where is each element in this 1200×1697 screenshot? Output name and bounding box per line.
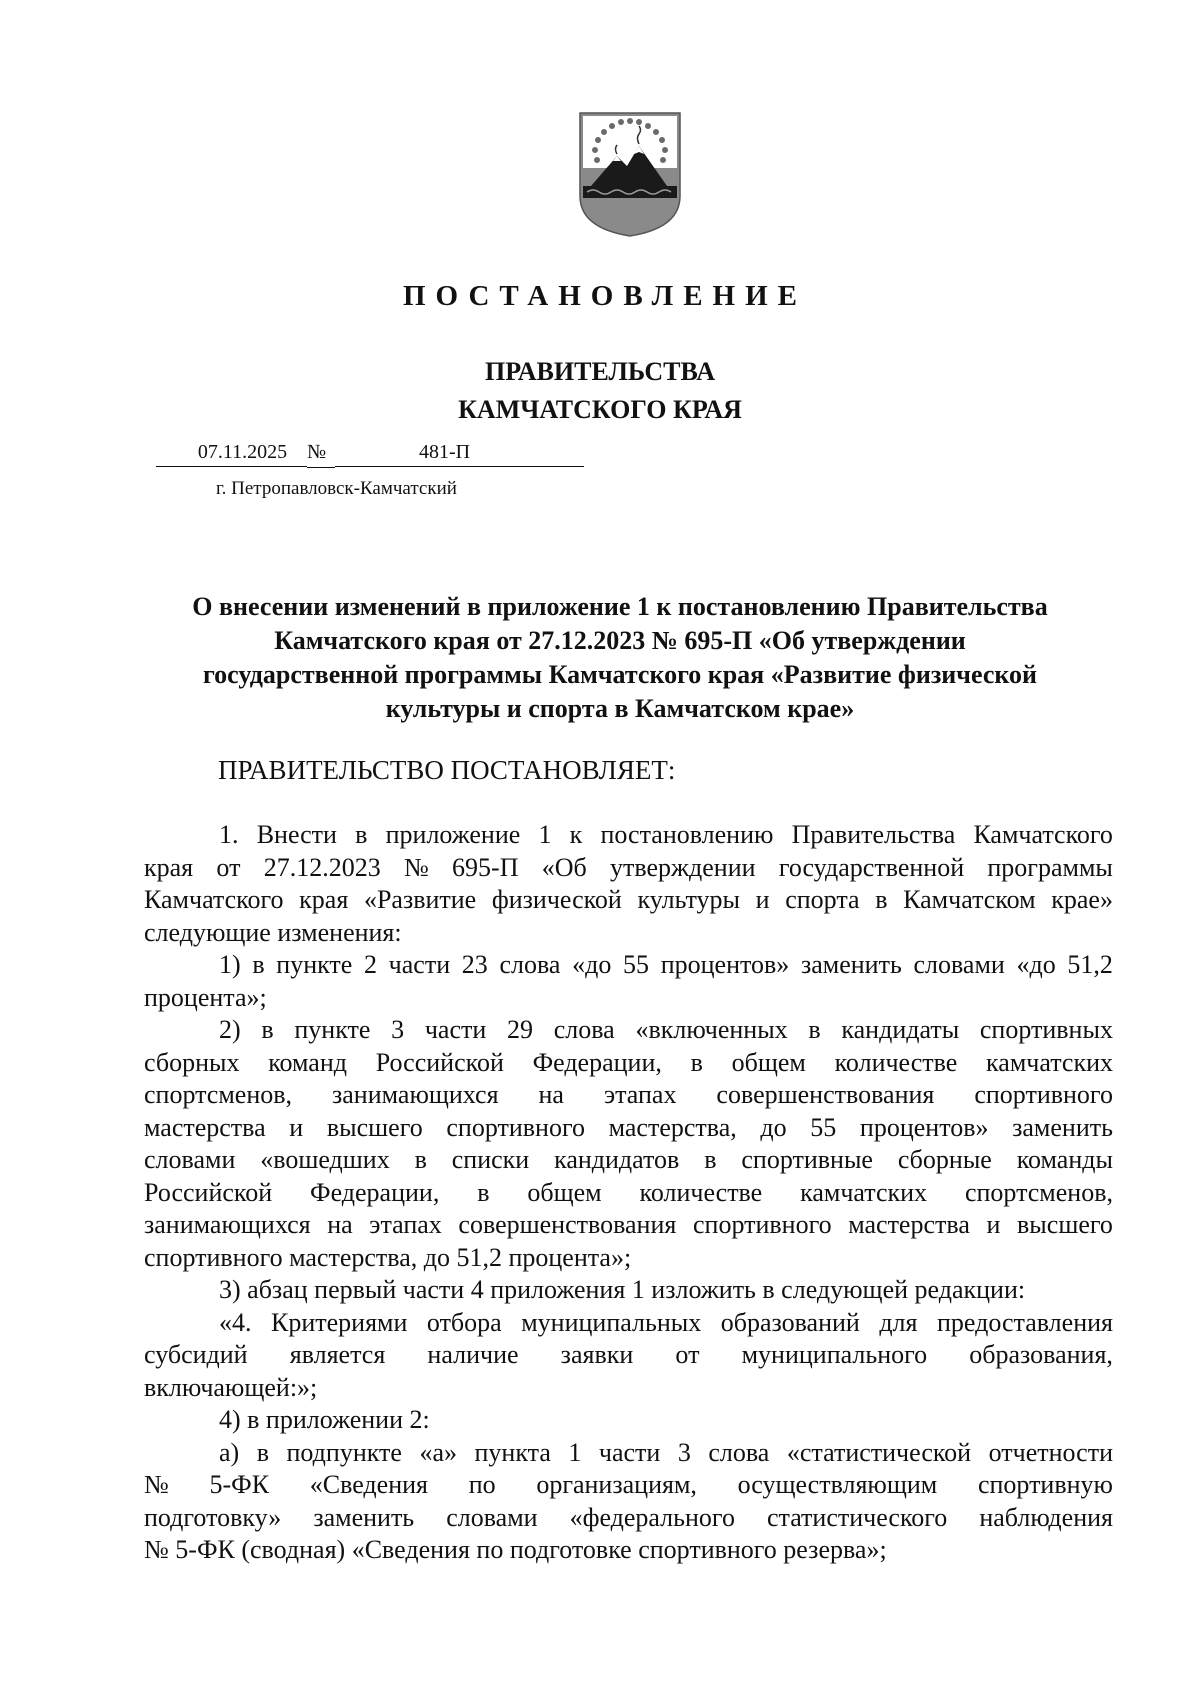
body-line: подготовку» заменить словами «федерального статистического наблюдения xyxy=(144,1502,1113,1532)
document-body xyxy=(144,819,1113,1567)
document-type-heading: ПОСТАНОВЛЕНИЕ xyxy=(402,280,807,312)
kamchatka-coat-of-arms-icon xyxy=(577,110,683,238)
document-title xyxy=(140,590,1100,726)
title-line: культуры и спорта в Камчатском крае» xyxy=(385,694,855,723)
issue-city: г. Петропавловск-Камчатский xyxy=(216,478,457,499)
body-line: № 5-ФК (сводная) «Сведения по подготовке спортивного резерва»; xyxy=(144,1535,887,1564)
decree-phrase: ПРАВИТЕЛЬСТВО ПОСТАНОВЛЯЕТ: xyxy=(218,755,676,785)
body-line: включающей:»; xyxy=(144,1372,318,1402)
document-date: 07.11.2025 xyxy=(156,441,307,467)
body-line: занимающихся на этапах совершенствования спортивного мастерства и высшего xyxy=(144,1210,1113,1239)
registration-line xyxy=(156,441,586,471)
body-line: а) в подпункте «а» пункта 1 части 3 слова «статистической отчетности xyxy=(219,1437,1113,1467)
number-sign: № xyxy=(307,441,335,468)
body-line: 2) в пункте 3 части 29 слова «включенных в кандидаты спортивных xyxy=(219,1015,1113,1044)
title-line: Камчатского края от 27.12.2023 № 695-П «Об утверждении xyxy=(274,626,966,655)
body-line: спортсменов, занимающихся на этапах совершенствования спортивного xyxy=(144,1080,1113,1109)
body-line: словами «вошедших в списки кандидатов в спортивные сборные команды xyxy=(144,1145,1113,1174)
title-line: государственной программы Камчатского края «Развитие физической xyxy=(203,660,1037,689)
body-line: Российской Федерации, в общем количестве камчатских спортсменов, xyxy=(144,1177,1113,1207)
title-line: О внесении изменений в приложение 1 к постановлению Правительства xyxy=(192,592,1048,621)
body-line: 1. Внести в приложение 1 к постановлению Правительства Камчатского xyxy=(219,820,1113,849)
issuer-line-1: ПРАВИТЕЛЬСТВА xyxy=(485,357,715,386)
body-line: 1) в пункте 2 части 23 слова «до 55 процентов» заменить словами «до 51,2 xyxy=(219,950,1113,979)
body-line: «4. Критериями отбора муниципальных образований для предоставления xyxy=(219,1307,1113,1337)
body-line: субсидий является наличие заявки от муниципального образования, xyxy=(144,1340,1113,1369)
body-line: 4) в приложении 2: xyxy=(219,1405,430,1434)
body-line: мастерства и высшего спортивного мастерства, до 55 процентов» заменить xyxy=(144,1112,1113,1142)
body-line: спортивного мастерства, до 51,2 процента»; xyxy=(144,1242,632,1272)
body-line: № 5-ФК «Сведения по организациям, осуществляющим спортивную xyxy=(144,1470,1113,1499)
body-line: процента»; xyxy=(144,982,267,1012)
document-number: 481-П xyxy=(335,441,584,467)
issuer-heading xyxy=(0,353,1200,429)
body-line: 3) абзац первый части 4 приложения 1 изложить в следующей редакции: xyxy=(219,1275,1026,1304)
body-line: следующие изменения: xyxy=(144,917,402,947)
body-line: сборных команд Российской Федерации, в общем количестве камчатских xyxy=(144,1047,1113,1077)
body-line: Камчатского края «Развитие физической культуры и спорта в Камчатском крае» xyxy=(144,885,1113,914)
body-line: края от 27.12.2023 № 695-П «Об утверждении государственной программы xyxy=(144,852,1113,882)
issuer-line-2: КАМЧАТСКОГО КРАЯ xyxy=(458,395,742,424)
